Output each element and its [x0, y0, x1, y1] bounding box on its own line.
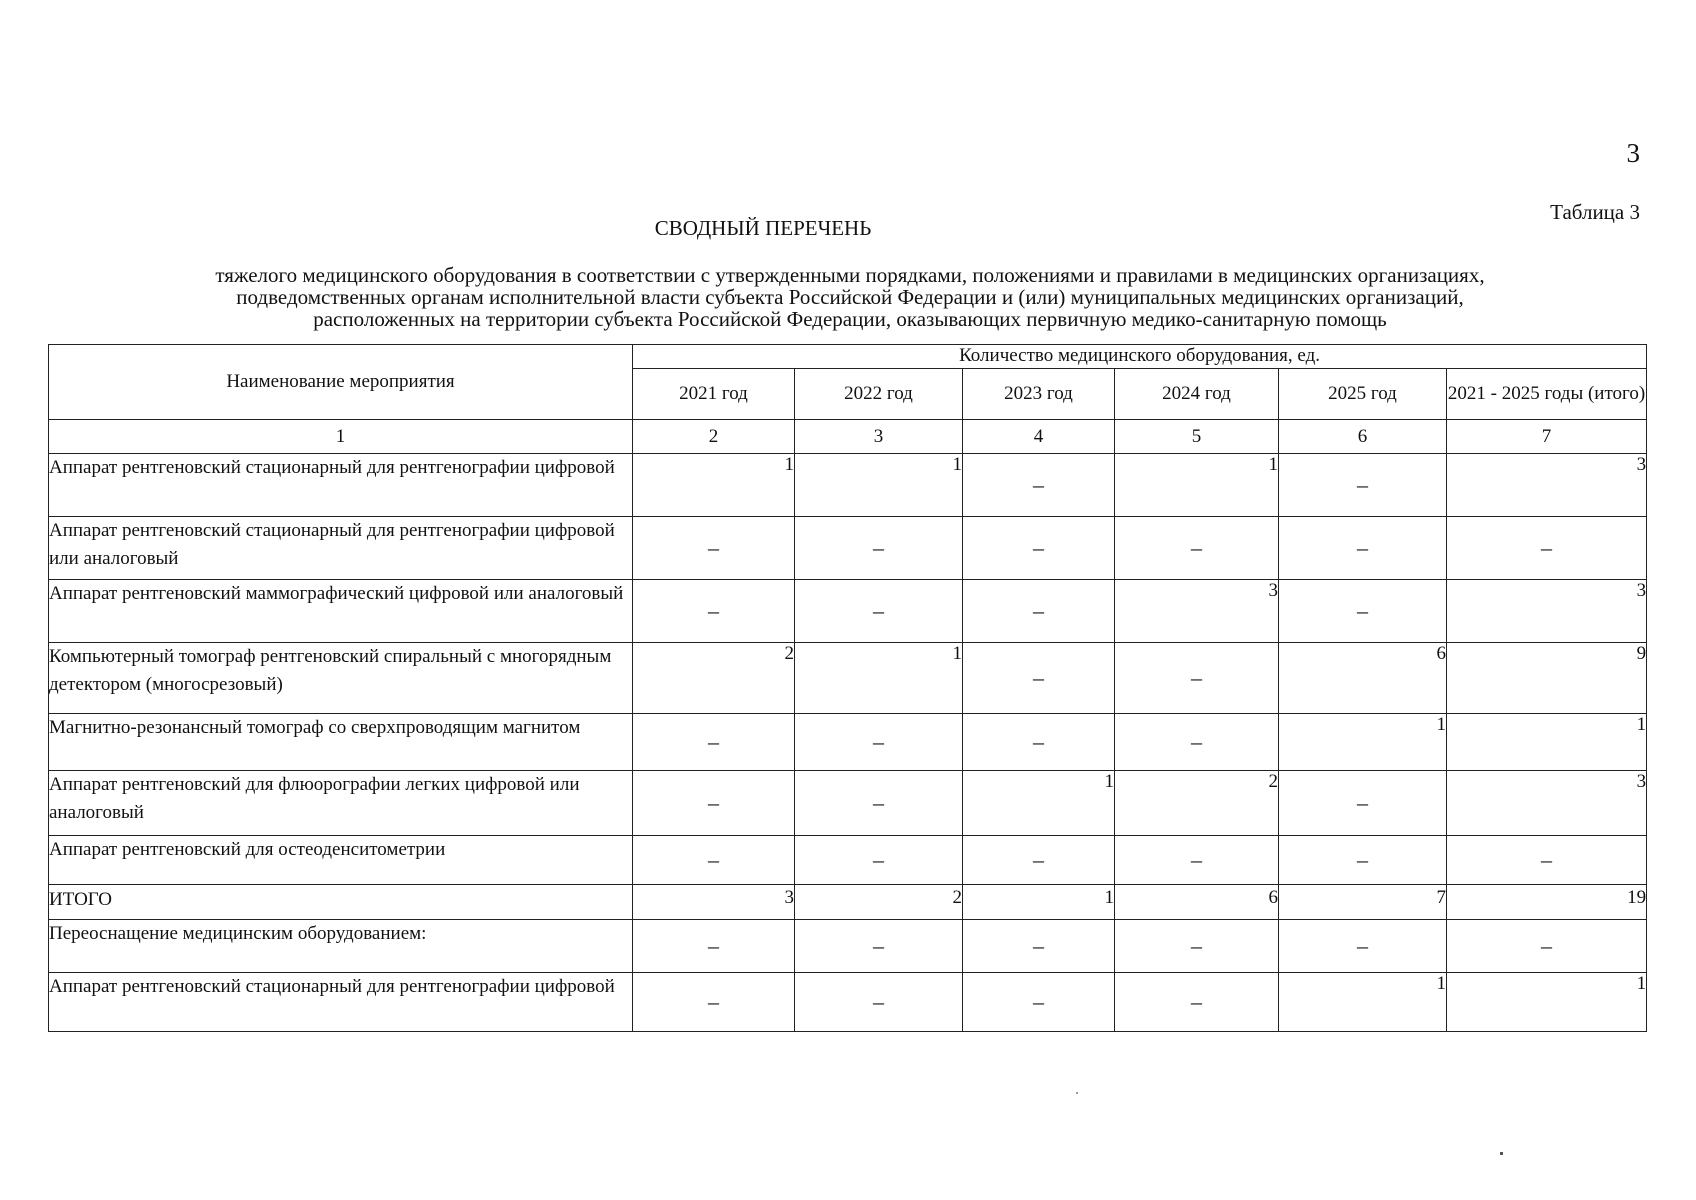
- row-value: –: [1447, 836, 1647, 885]
- row-value: –: [963, 714, 1115, 771]
- scan-speck: [1500, 1152, 1503, 1155]
- row-value: 2: [633, 643, 795, 714]
- header-year: 2024 год: [1115, 368, 1279, 419]
- table-body: [49, 454, 1647, 1032]
- row-value: 3: [1447, 454, 1647, 517]
- row-value: –: [1279, 836, 1447, 885]
- row-value: –: [795, 771, 963, 836]
- column-number: 7: [1447, 420, 1647, 454]
- header-year-total: 2021 - 2025 годы (итого): [1447, 368, 1647, 419]
- row-value: 1: [1279, 714, 1447, 771]
- row-value: 1: [795, 643, 963, 714]
- row-value: –: [1115, 973, 1279, 1032]
- column-number: 4: [963, 420, 1115, 454]
- column-number: 6: [1279, 420, 1447, 454]
- row-name: Магнитно-резонансный томограф со сверхпроводящим магнитом: [49, 714, 633, 771]
- column-number: 5: [1115, 420, 1279, 454]
- row-name: Аппарат рентгеновский стационарный для рентгенографии цифровой: [49, 973, 633, 1032]
- row-value: –: [795, 580, 963, 643]
- table-row: [49, 771, 1647, 836]
- table-row: [49, 920, 1647, 973]
- column-number: 3: [795, 420, 963, 454]
- row-value: –: [633, 920, 795, 973]
- row-value: –: [1447, 920, 1647, 973]
- row-value: 3: [1447, 771, 1647, 836]
- table-row: [49, 517, 1647, 580]
- row-value: –: [1447, 517, 1647, 580]
- table-row: [49, 836, 1647, 885]
- row-name: ИТОГО: [49, 885, 633, 920]
- table-row: [49, 580, 1647, 643]
- row-value: 7: [1279, 885, 1447, 920]
- row-value: 3: [633, 885, 795, 920]
- row-value: –: [963, 517, 1115, 580]
- row-value: 9: [1447, 643, 1647, 714]
- row-value: –: [1279, 517, 1447, 580]
- row-name: Аппарат рентгеновский для флюорографии легких цифровой или аналоговый: [49, 771, 633, 836]
- row-value: –: [1115, 714, 1279, 771]
- row-value: –: [963, 836, 1115, 885]
- row-value: 1: [1115, 454, 1279, 517]
- table-row: [49, 973, 1647, 1032]
- row-value: 1: [1447, 714, 1647, 771]
- document-title: [0, 216, 1696, 241]
- row-value: –: [1115, 836, 1279, 885]
- row-value: 1: [795, 454, 963, 517]
- row-value: –: [963, 454, 1115, 517]
- row-value: –: [633, 771, 795, 836]
- header-group: Количество медицинского оборудования, ед.: [633, 345, 1647, 369]
- row-value: –: [963, 580, 1115, 643]
- row-value: –: [633, 973, 795, 1032]
- subtitle-line: тяжелого медицинского оборудования в соответствии с утвержденными порядками, положениями и правилами в медицинских организациях,: [215, 263, 1485, 287]
- row-value: –: [963, 920, 1115, 973]
- row-value: 1: [1279, 973, 1447, 1032]
- column-number-row: [49, 420, 1647, 454]
- row-name: Аппарат рентгеновский для остеоденситометрии: [49, 836, 633, 885]
- row-value: 1: [963, 885, 1115, 920]
- header-year: 2021 год: [633, 368, 795, 419]
- row-value: 3: [1115, 580, 1279, 643]
- row-value: 6: [1115, 885, 1279, 920]
- row-value: –: [963, 973, 1115, 1032]
- row-value: 1: [1447, 973, 1647, 1032]
- row-value: 3: [1447, 580, 1647, 643]
- row-value: 6: [1279, 643, 1447, 714]
- table-number: Таблица 3: [1550, 200, 1640, 224]
- row-value: –: [1115, 920, 1279, 973]
- column-number: 2: [633, 420, 795, 454]
- row-value: –: [1279, 920, 1447, 973]
- table-row: [49, 714, 1647, 771]
- subtitle-line: расположенных на территории субъекта Российской Федерации, оказывающих первичную медико-санитарную помощь: [313, 307, 1387, 331]
- row-name: Аппарат рентгеновский стационарный для рентгенографии цифровой: [49, 454, 633, 517]
- scan-speck: [1076, 1092, 1078, 1094]
- row-value: –: [1279, 580, 1447, 643]
- page-number: 3: [1626, 138, 1640, 168]
- row-value: –: [1115, 517, 1279, 580]
- row-name: Аппарат рентгеновский стационарный для рентгенографии цифровой или аналоговый: [49, 517, 633, 580]
- row-value: 1: [633, 454, 795, 517]
- column-number: 1: [49, 420, 633, 454]
- row-value: –: [963, 643, 1115, 714]
- row-value: –: [795, 517, 963, 580]
- row-value: –: [795, 920, 963, 973]
- document-subtitle: [60, 264, 1640, 330]
- table-row: [49, 643, 1647, 714]
- table-row: [49, 885, 1647, 920]
- header-name: Наименование мероприятия: [49, 345, 633, 420]
- header-year: 2023 год: [963, 368, 1115, 419]
- row-name: Аппарат рентгеновский маммографический цифровой или аналоговый: [49, 580, 633, 643]
- table-row: [49, 454, 1647, 517]
- row-value: –: [1279, 454, 1447, 517]
- header-year: 2025 год: [1279, 368, 1447, 419]
- row-value: 1: [963, 771, 1115, 836]
- row-value: –: [633, 836, 795, 885]
- row-value: –: [795, 836, 963, 885]
- row-value: –: [1115, 643, 1279, 714]
- row-value: –: [633, 517, 795, 580]
- row-name: Переоснащение медицинским оборудованием:: [49, 920, 633, 973]
- row-value: 2: [1115, 771, 1279, 836]
- header-year: 2022 год: [795, 368, 963, 419]
- subtitle-line: подведомственных органам исполнительной власти субъекта Российской Федерации и (или) муниципальных медицинских организаций,: [236, 285, 1464, 309]
- row-value: 19: [1447, 885, 1647, 920]
- row-value: –: [633, 580, 795, 643]
- row-value: –: [795, 973, 963, 1032]
- row-name: Компьютерный томограф рентгеновский спиральный с многорядным детектором (многосрезовый): [49, 643, 633, 714]
- equipment-table: [48, 344, 1647, 1032]
- row-value: –: [1279, 771, 1447, 836]
- row-value: –: [795, 714, 963, 771]
- document-title-text: СВОДНЫЙ ПЕРЕЧЕНЬ: [654, 216, 872, 240]
- row-value: –: [633, 714, 795, 771]
- row-value: 2: [795, 885, 963, 920]
